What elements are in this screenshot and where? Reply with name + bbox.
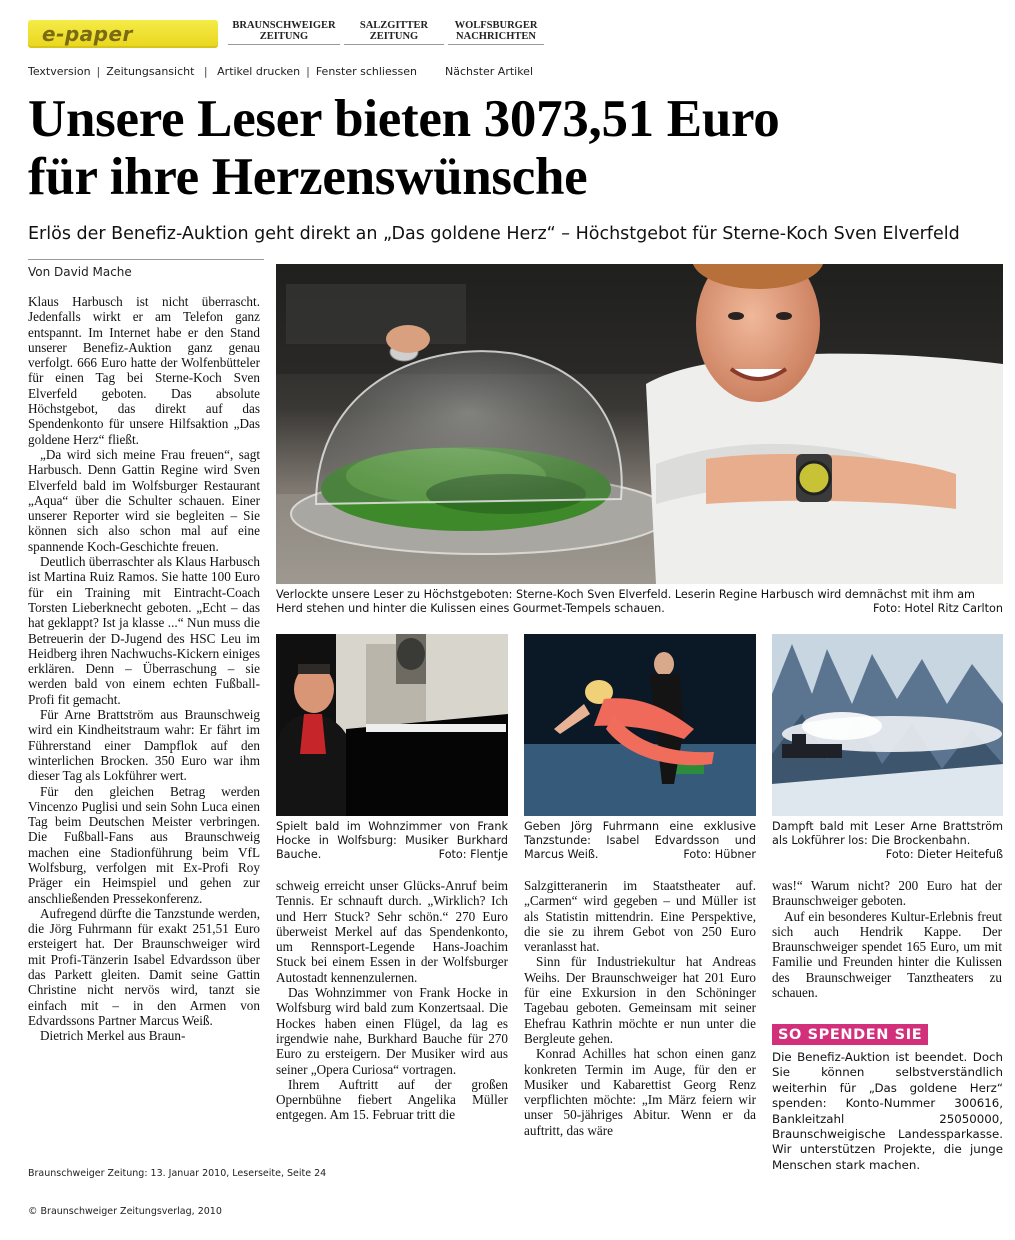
paragraph: Konrad Achilles hat schon einen ganz konkreten Termin im Auge, für den er Musiker und Kabarettist Georg Renz verpflichten möchte: „Im März feiern wir unser 50-jähriges Abitur. Wenn er da auftritt, das wäre: [524, 1046, 756, 1138]
paragraph: Deutlich überraschter als Klaus Harbusch ist Martina Ruiz Ramos. Sie hatte 100 Euro für ein Training mit Eintracht-Coach Torsten Lieberknecht geboten. „Echt – das hat geklappt? Ist ja klasse ...“ Nun muss die Betreuerin der D-Jugend des HSC Leu im Heidberg ihren Nachwuchs-Kickern einiges erklären. Denn – Überraschung – sie werden bald von einem echten Fußball-Profi fit gemacht.: [28, 554, 260, 707]
paragraph: Ihrem Auftritt auf der großen Opernbühne fiebert Angelika Müller entgegen. Am 15. Februar tritt die: [276, 1076, 508, 1123]
caption-text: Spielt bald im Wohnzimmer von Frank Hocke in Wolfsburg: Musiker Burkhard Bauche.: [276, 820, 508, 861]
source-line: Braunschweiger Zeitung: 13. Januar 2010, Leserseite, Seite 24: [28, 1168, 327, 1179]
chef-photo-illustration: [276, 264, 1003, 584]
paragraph: Auf ein besonderes Kultur-Erlebnis freut sich auch Hendrik Kappe. Der Braunschweiger spendet 165 Euro, um mit Familie und Freunden hinter die Kulissen des Braunschweiger Tanztheaters zu schauen.: [772, 908, 1002, 1001]
caption-text: Dampft bald mit Leser Arne Brattström als Lokführer los: Die Brockenbahn.: [772, 820, 1003, 847]
nav-separator: |: [306, 65, 310, 78]
caption-text: Verlockte unsere Leser zu Höchstgeboten: Sterne-Koch Sven Elverfeld. Leserin Regine Harbusch wird demnächst mit ihm am Herd stehen und hinter die Kulissen eines Gourmet-Tempels schauen.: [276, 588, 975, 615]
photo-credit: Foto: Flentje: [438, 848, 508, 861]
nav-textversion-link[interactable]: Textversion: [28, 65, 91, 78]
paper-braunschweiger-zeitung[interactable]: [228, 20, 340, 45]
epaper-logo[interactable]: [28, 20, 218, 48]
photo-steam-train: [772, 634, 1003, 816]
subheadline: Erlös der Benefiz-Auktion geht direkt an „Das goldene Herz“ – Höchstgebot für Sterne-Koch Sven Elverfeld: [28, 224, 960, 244]
paper-label: WOLFSBURGER NACHRICHTEN: [454, 20, 538, 42]
dancers-illustration: [524, 634, 756, 816]
main-photo-chef: [276, 264, 1003, 584]
article-column-4: [772, 878, 1002, 1000]
photo-dancers: [524, 634, 756, 816]
logo-text: e-paper: [42, 22, 133, 46]
nav-zeitungsansicht-link[interactable]: Zeitungsansicht: [106, 65, 195, 78]
byline: Von David Mache: [28, 265, 132, 279]
caption-text: Geben Jörg Fuhrmann eine exklusive Tanzstunde: Isabel Edvardsson und Marcus Weiß.: [524, 820, 756, 861]
article-column-1: [28, 294, 260, 1044]
photo-credit: Foto: Dieter Heitefuß: [885, 848, 1003, 861]
masthead: [28, 16, 544, 50]
paper-label: SALZGITTER ZEITUNG: [359, 20, 429, 42]
paragraph: Dietrich Merkel aus Braun-: [40, 1028, 186, 1044]
paragraph: Sinn für Industriekultur hat Andreas Weihs. Der Braunschweiger hat 201 Euro für eine Exkursion in den Schöninger Tagebau geboten. Gemeinsam mit seiner Ehefrau Kathrin möchte er nun unter die Bergleute gehen.: [524, 954, 756, 1046]
paragraph: Für Arne Brattström aus Braunschweig wird ein Kindheitstraum wahr: Er fährt im Führerstand einer Dampflok auf den winterlichen Brocken. 350 Euro war ihm dieser Tag als Lokführer wert.: [28, 707, 260, 784]
pianist-illustration: [276, 634, 508, 816]
nav-separator: |: [96, 65, 101, 78]
paragraph: „Da wird sich meine Frau freuen“, sagt Harbusch. Denn Gattin Regine wird Sven Elverfeld bald im Wolfsburger Restaurant „Aqua“ über die Schulter schauen. Einer unserer Reporter wird sie begleiten – Sie können sich also schon mal auf eine spannende Koch-Geschichte freuen.: [28, 446, 260, 554]
headline-line-1: Unsere Leser bieten 3073,51 Euro: [28, 90, 780, 148]
paper-label: BRAUNSCHWEIGER ZEITUNG: [232, 20, 336, 42]
caption-dancers: [524, 820, 756, 862]
caption-pianist: [276, 820, 508, 862]
infobox-text: Die Benefiz-Auktion ist beendet. Doch Sie können selbstverständlich weiterhin für „Das goldene Herz“ spenden: Konto-Nummer 300616, Bankleitzahl 25050000, Braunschweigische Landessparkasse. Wir unterstützen Projekte, die junge Menschen stark machen.: [772, 1050, 1003, 1172]
infobox-title: SO SPENDEN SIE: [772, 1024, 928, 1045]
photo-credit: Foto: Hübner: [683, 848, 756, 861]
paragraph: Klaus Harbusch ist nicht überrascht. Jedenfalls wirkt er am Telefon ganz entspannt. Im Internet habe er den Stand unserer Benefiz-Auktion ganz genau verfolgt. 666 Euro hatte der Wolfenbütteler für einen Tag bei Sterne-Koch Sven Elverfeld geboten. Das absolute Höchstgebot, das direkt auf das Spendenkonto für unsere Hilfsaktion „Das goldene Herz“ fließt.: [28, 294, 260, 447]
paragraph: Das Wohnzimmer von Frank Hocke in Wolfsburg wird bald zum Konzertsaal. Die Hockes haben einen Flügel, da lag es irgendwie nahe, Burkhard Bauche für 270 Euro zu ersteigern. Der Musiker wird aus seiner „Opera Curiosa“ vortragen.: [276, 985, 508, 1077]
headline-line-2: für ihre Herzenswünsche: [28, 148, 588, 206]
main-photo-caption: [276, 588, 1003, 616]
nav-next-article-link[interactable]: Nächster Artikel: [444, 65, 534, 78]
paragraph: Salzgitteranerin im Staatstheater auf. „Carmen“ wird gegeben – und Müller ist als Statistin mittendrin. Eine Perspektive, die sie zu ihrem Gebot von 250 Euro veranlasst hat.: [524, 878, 756, 955]
nav-separator: |: [200, 65, 212, 78]
paragraph: Für den gleichen Betrag werden Vincenzo Puglisi und sein Sohn Luca einen Tag beim Deutschen Meister verbringen. Die Fußball-Fans aus Braunschweig machen eine Stadionführung beim VfL Wolfsburg, verfolgen mit Ex-Profi Roy Präger ein Heimspiel und gehen zur anschließenden Pressekonferenz.: [28, 783, 260, 906]
caption-steam-train: [772, 820, 1003, 862]
copyright: © Braunschweiger Zeitungsverlag, 2010: [28, 1206, 222, 1217]
nav-close-window-link[interactable]: Fenster schliessen: [315, 65, 417, 78]
paragraph: was!“ Warum nicht? 200 Euro hat der Braunschweiger geboten.: [772, 878, 1002, 909]
byline-divider: [28, 259, 264, 260]
paper-salzgitter-zeitung[interactable]: [344, 20, 444, 45]
paragraph: Aufregend dürfte die Tanzstunde werden, die Jörg Fuhrmann für exakt 251,51 Euro ersteigert hat. Der Braunschweiger wird mit Profi-Tänzerin Isabel Edvardsson über das Parkett gleiten. Damit seine Gattin Christine nicht nervös wird, tanzt sie einfach mit – in den Armen von Edvardssons Partner Marcus Weiß.: [28, 905, 260, 1028]
photo-pianist: [276, 634, 508, 816]
headline: [28, 90, 988, 206]
article-nav: [28, 65, 533, 78]
nav-print-link[interactable]: Artikel drucken: [217, 65, 301, 78]
article-column-2: [276, 878, 508, 1123]
photo-credit: Foto: Hotel Ritz Carlton: [872, 602, 1003, 615]
paper-wolfsburger-nachrichten[interactable]: [448, 20, 544, 45]
brocken-train-illustration: [772, 634, 1003, 816]
paragraph: schweig erreicht unser Glücks-Anruf beim Tennis. Er schnauft durch. „Wirklich? Ich und Herr Stuck? Sehr schön.“ 270 Euro überweist Merkel auf das Spendenkonto, um Rennsport-Legende Hans-Joachim Stuck bei einem Essen in der Wolfsburger Autostadt kennenzulernen.: [276, 878, 508, 985]
article-column-3: [524, 878, 756, 1138]
